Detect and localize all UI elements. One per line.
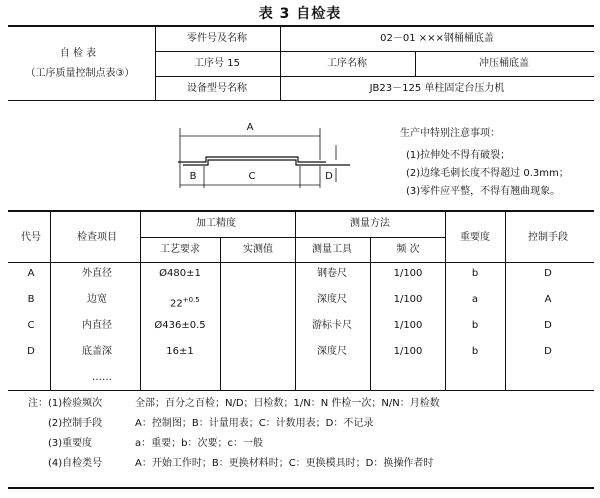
cell-requirement: Ø436±0.5 [154,320,206,331]
note-label: (4)自检类号 [48,458,103,469]
cell-tool: 游标卡尺 [312,320,352,331]
header-item: 检查项目 [77,232,117,243]
cell-importance: b [471,320,479,331]
requirement-item: (2)边缘毛刺长度不得超过 0.3mm； [406,168,569,179]
cell-control: D [544,268,552,279]
dim-label-d: D [325,171,333,182]
cell-frequency: 1/100 [393,294,423,305]
equip-label: 设备型号名称 [187,83,247,94]
cell-control: D [544,320,552,331]
requirements-title: 生产中特别注意事项： [400,128,500,139]
cell-item: 底盖深 [82,346,112,357]
header-code: 代号 [21,232,41,243]
header-tool: 测量工具 [312,244,352,255]
dim-label-a: A [246,122,254,133]
cell-code: B [27,294,35,305]
cell-requirement: $22^{+0.5}$ [170,296,200,310]
cell-item: 边宽 [87,294,107,305]
note-text: a：重要；b：次要；c：一般 [135,438,263,449]
header-measure: 测量方法 [350,218,390,229]
op-no-label: 工序号 15 [194,58,240,69]
op-name-value: 冲压桶底盖 [479,58,529,69]
part-label: 零件号及名称 [187,33,247,44]
cell-requirement: Ø480±1 [159,268,201,279]
form-subtitle: （工序质量控制点表③） [25,68,135,79]
cell-tool: 钢卷尺 [317,268,347,279]
cell-code: D [27,346,35,357]
header-control: 控制手段 [528,232,568,243]
dim-label-c: C [248,171,256,182]
part-value: 02－01 ×××钢桶桶底盖 [380,33,494,44]
cell-importance: a [471,294,479,305]
requirement-item: (1)拉伸处不得有破裂； [406,150,511,161]
cell-tool: 深度尺 [317,346,347,357]
note-label: (3)重要度 [48,438,93,449]
cell-tool: 深度尺 [317,294,347,305]
cell-control: A [544,294,552,305]
note-label: (1)检验频次 [48,398,103,409]
header-importance: 重要度 [460,232,490,243]
cell-item: 外直径 [82,268,112,279]
header-requirement: 工艺要求 [160,244,200,255]
cell-frequency: 1/100 [393,346,423,357]
note-text: 全部；百分之百检；N/D；日检数；1/N：N 件检一次；N/N：月检数 [135,398,440,409]
equip-value: JB23－125 单柱固定台压力机 [369,83,505,94]
cell-item: 内直径 [82,320,112,331]
cell-importance: b [471,268,479,279]
requirement-item: (3)零件应平整，不得有翘曲现象。 [406,186,561,197]
notes-prefix: 注： [28,398,48,409]
cell-frequency: 1/100 [393,320,423,331]
header-frequency: 频 次 [396,244,420,255]
page-title: 表 3 自检表 [258,6,342,22]
op-name-label: 工序名称 [327,58,367,69]
cell-importance: b [471,346,479,357]
note-text: A：控制图；B：计量用表；C：计数用表；D：不记录 [135,418,374,429]
cell-frequency: 1/100 [393,268,423,279]
dim-label-b: B [189,171,197,182]
table-ellipsis: …… [92,372,112,383]
note-label: (2)控制手段 [48,418,103,429]
cell-code: C [27,320,35,331]
header-precision: 加工精度 [196,218,236,229]
note-text: A：开始工作时；B：更换材料时；C：更换模具时；D：换操作者时 [135,458,434,469]
cell-requirement: 16±1 [166,346,194,357]
cell-code: A [27,268,35,279]
form-name: 自 检 表 [59,48,97,59]
header-actual: 实测值 [243,244,273,255]
cell-control: D [544,346,552,357]
